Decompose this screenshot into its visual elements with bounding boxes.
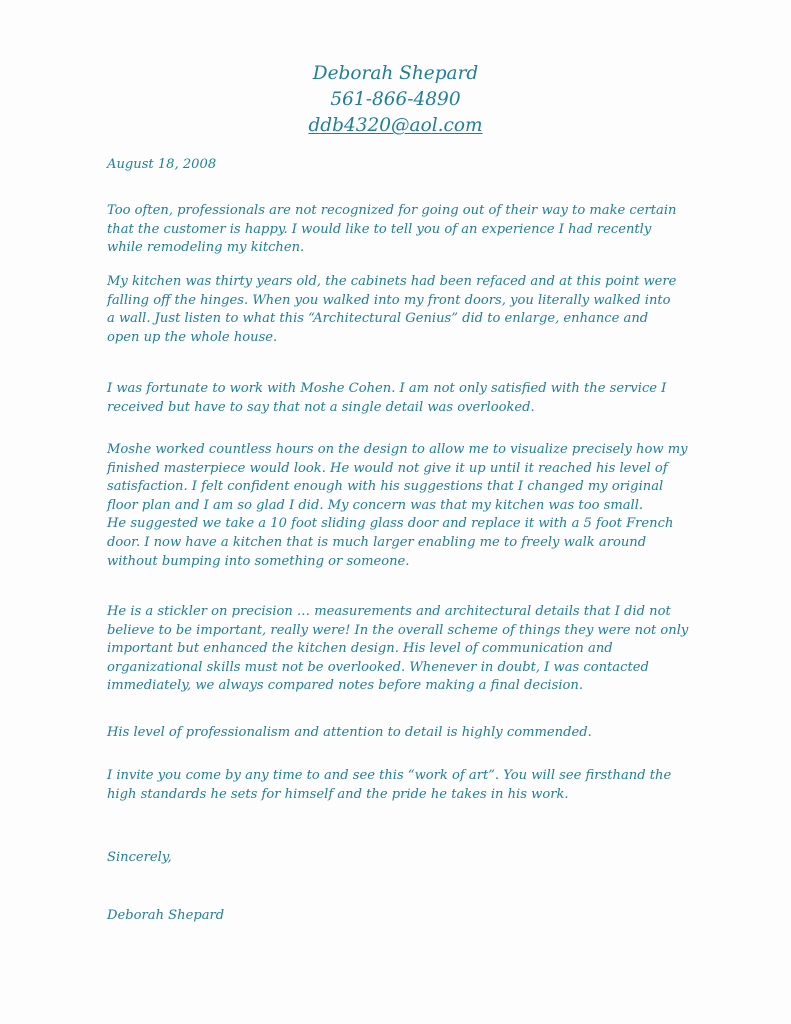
paragraph-3 (107, 380, 692, 417)
paragraph-line: without bumping into something or someone. (107, 553, 410, 569)
paragraph-line: open up the whole house. (107, 329, 278, 345)
closing: Sincerely, (107, 850, 172, 865)
paragraph-line: immediately, we always compared notes before making a final decision. (107, 678, 583, 694)
paragraph-line: high standards he sets for himself and the pride he takes in his work. (107, 786, 569, 802)
sender-phone: 561-866-4890 (330, 89, 461, 110)
paragraph-line: Too often, professionals are not recognized for going out of their way to make certain (107, 203, 677, 218)
signature-name: Deborah Shepard (107, 908, 225, 923)
paragraph-line: falling off the hinges. When you walked into my front doors, you literally walked into (107, 292, 671, 308)
paragraph-7 (107, 767, 692, 804)
paragraph-4 (107, 441, 692, 571)
paragraph-line: received but have to say that not a single detail was overlooked. (107, 399, 535, 415)
paragraph-line: satisfaction. I felt confident enough with his suggestions that I changed my original (107, 479, 664, 495)
paragraph-5 (107, 603, 692, 696)
paragraph-6 (107, 724, 692, 743)
letter-date: August 18, 2008 (107, 157, 217, 172)
paragraph-line: floor plan and I am so glad I did. My concern was that my kitchen was too small. (107, 497, 644, 513)
letter-header (0, 61, 791, 139)
paragraph-1 (107, 202, 692, 258)
paragraph-line: finished masterpiece would look. He would not give it up until it reached his level of (107, 460, 668, 476)
paragraph-line: organizational skills must not be overlooked. Whenever in doubt, I was contacted (107, 659, 649, 675)
paragraph-line: Moshe worked countless hours on the design to allow me to visualize precisely how my (107, 442, 688, 457)
paragraph-line: My kitchen was thirty years old, the cabinets had been refaced and at this point were (107, 274, 677, 289)
paragraph-line: that the customer is happy. I would like to tell you of an experience I had recently (107, 221, 652, 237)
sender-name: Deborah Shepard (312, 63, 479, 84)
paragraph-line: a wall. Just listen to what this “Architectural Genius” did to enlarge, enhance and (107, 311, 649, 327)
paragraph-line: important but enhanced the kitchen design. His level of communication and (107, 641, 613, 657)
paragraph-line: door. I now have a kitchen that is much larger enabling me to freely walk around (107, 534, 647, 550)
sender-email: ddb4320@aol.com (308, 115, 483, 136)
paragraph-line: He is a stickler on precision … measurements and architectural details that I did not (107, 604, 671, 619)
paragraph-line: I was fortunate to work with Moshe Cohen. I am not only satisfied with the service I (107, 381, 667, 396)
paragraph-2 (107, 273, 692, 347)
paragraph-line: believe to be important, really were! In the overall scheme of things they were not only (107, 622, 689, 638)
paragraph-line: His level of professionalism and attention to detail is highly commended. (107, 725, 592, 740)
paragraph-line: He suggested we take a 10 foot sliding glass door and replace it with a 5 foot French (107, 516, 674, 532)
paragraph-line: while remodeling my kitchen. (107, 240, 305, 256)
paragraph-line: I invite you come by any time to and see this “work of art”. You will see firsthand the (107, 768, 672, 783)
